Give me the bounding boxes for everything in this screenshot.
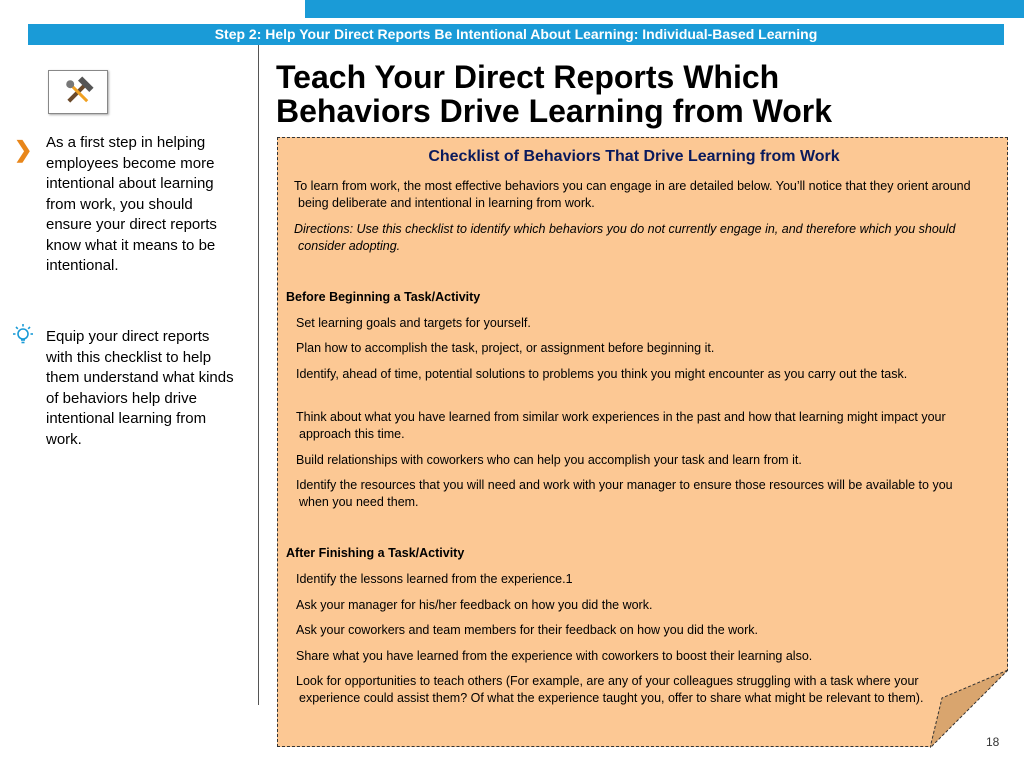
checklist-note — [277, 137, 1008, 747]
checklist-intro: To learn from work, the most effective behaviors you can engage in are detailed below. You’ll notice that they orient around being deliberate and intentional in learning from work. — [294, 179, 971, 210]
checklist-item: Ask your manager for his/her feedback on how you did the work. — [296, 598, 653, 612]
checklist-item: Identify the lessons learned from the experience.1 — [296, 572, 573, 586]
checklist-item: Think about what you have learned from similar work experiences in the past and how that learning might impact your approach this time. — [296, 410, 946, 441]
after-heading: After Finishing a Task/Activity — [286, 546, 465, 560]
lightbulb-icon — [10, 322, 36, 353]
checklist-item: Set learning goals and targets for yourself. — [296, 316, 531, 330]
checklist-item: Plan how to accomplish the task, project, or assignment before beginning it. — [296, 341, 715, 355]
checklist-title: Checklist of Behaviors That Drive Learning from Work — [428, 148, 840, 165]
checklist-directions: Directions: Use this checklist to identify which behaviors you do not currently engage in, and therefore which you should consider adopting. — [294, 222, 956, 253]
tools-icon — [48, 70, 108, 114]
checklist-item: Build relationships with coworkers who can help you accomplish your task and learn from it. — [296, 453, 802, 467]
sidebar-paragraph-1: As a first step in helping employees become more intentional about learning from work, you should ensure your direct reports know what it means to be intentional. — [46, 134, 217, 274]
checklist-item: Identify the resources that you will need and work with your manager to ensure those resources will be available to you when you need them. — [296, 478, 953, 509]
checklist-item: Look for opportunities to teach others (For example, are any of your colleagues struggling with a task where your experience could assist them? Of what the experience taught you, offer to share what might be relevant to them). — [296, 674, 924, 705]
page-title — [276, 60, 976, 128]
before-heading: Before Beginning a Task/Activity — [286, 290, 481, 304]
chevron-icon: ❯ — [14, 137, 33, 162]
title-line-1: Teach Your Direct Reports Which — [276, 59, 780, 95]
page-number: 18 — [986, 735, 1000, 749]
step-banner: Step 2: Help Your Direct Reports Be Intentional About Learning: Individual-Based Learning — [28, 24, 1004, 45]
title-line-2: Behaviors Drive Learning from Work — [276, 93, 832, 129]
checklist-item: Share what you have learned from the experience with coworkers to boost their learning also. — [296, 649, 813, 663]
checklist-item: Identify, ahead of time, potential solutions to problems you think you might encounter as you carry out the task. — [296, 367, 908, 381]
column-divider — [258, 45, 259, 705]
sidebar-paragraph-2: Equip your direct reports with this checklist to help them understand what kinds of behaviors help drive intentional learning from work. — [46, 328, 234, 448]
top-accent-bar — [305, 0, 1024, 18]
checklist-item: Ask your coworkers and team members for their feedback on how you did the work. — [296, 623, 759, 637]
